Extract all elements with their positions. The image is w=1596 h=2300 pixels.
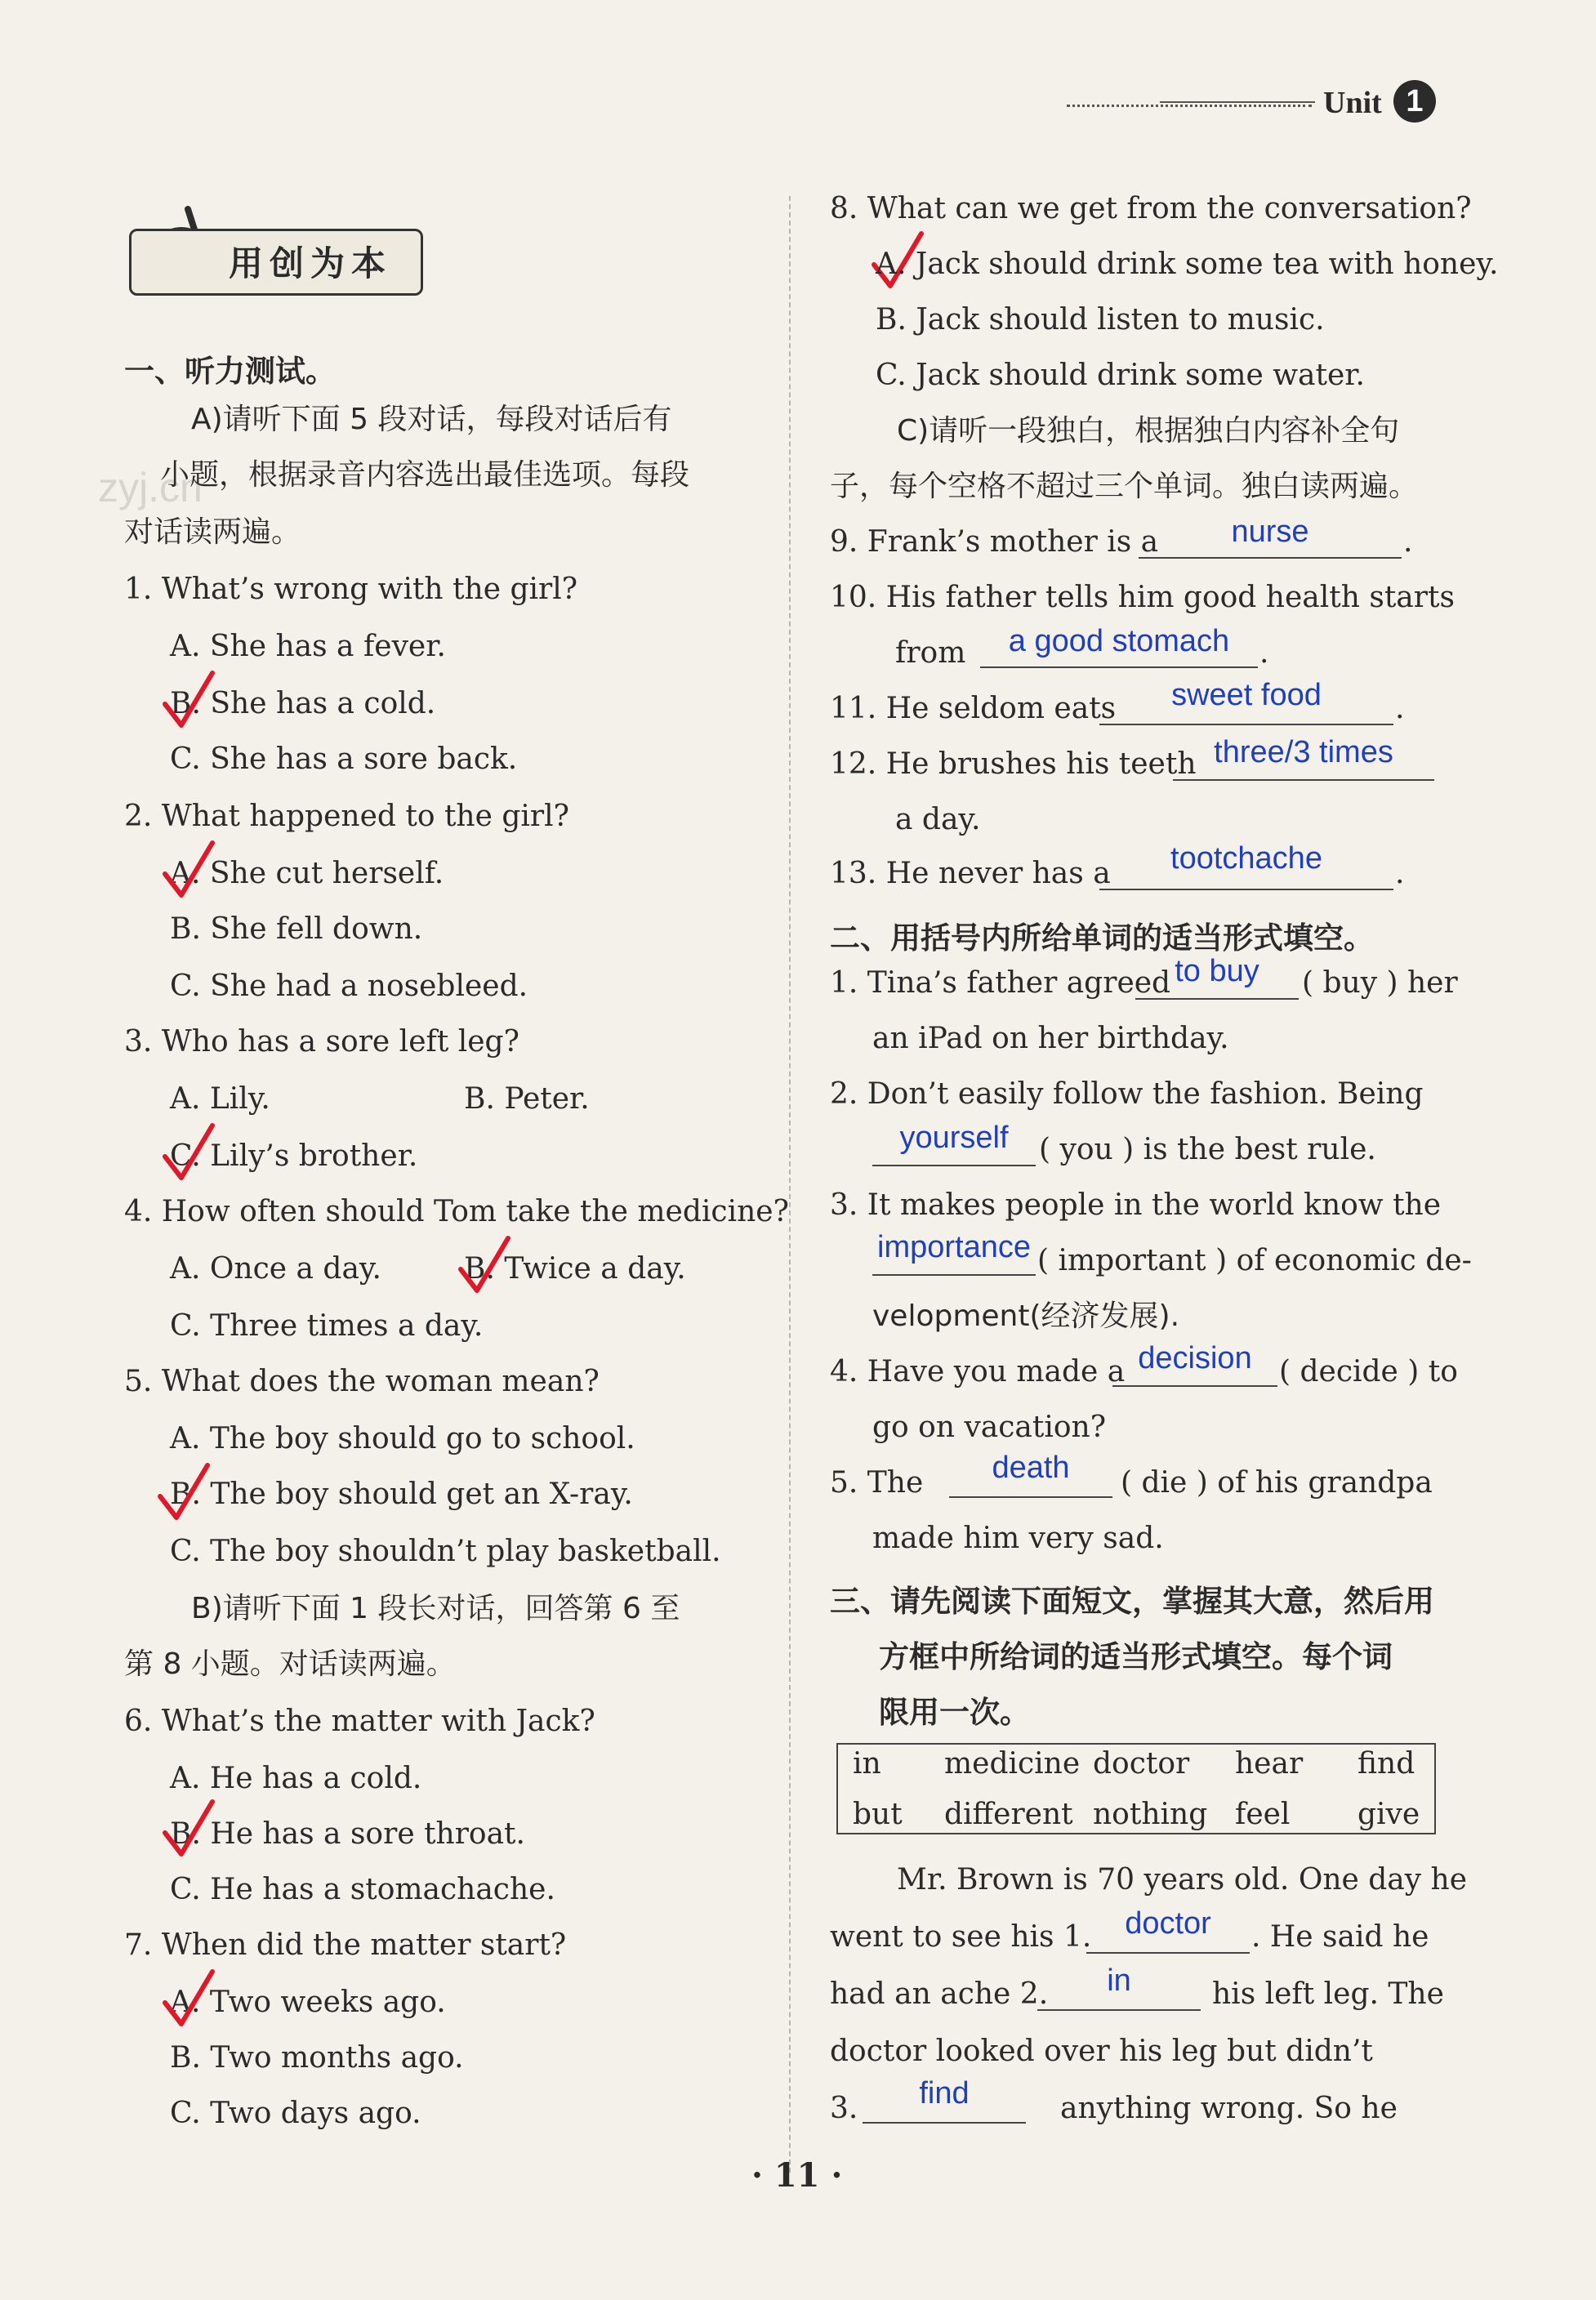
option-7b: B. Two months ago. [170,2041,464,2075]
passage-line-3a: had an ache 2. [830,1977,1049,2011]
header-dotted-rule [1067,105,1312,107]
answer-blank [1139,557,1402,559]
option-2b: B. She fell down. [170,912,423,946]
answer-9: nurse [1231,515,1309,549]
s2-question-3-rest: ( important ) of economic de- [1037,1244,1472,1277]
s2-answer-5: death [992,1451,1070,1485]
option-5c: C. The boy shouldn’t play basketball. [170,1535,721,1568]
word-box-item: nothing [1093,1798,1208,1831]
option-3b: B. Peter. [464,1082,590,1116]
option-4b: B. Twice a day. [464,1252,686,1286]
s2-question-3-line3: velopment(经济发展). [872,1299,1180,1333]
word-box-item: doctor [1093,1747,1190,1781]
answer-blank [949,1496,1112,1498]
s2-question-5-line2: made him very sad. [872,1522,1164,1555]
period: . [1259,636,1269,670]
word-box-item: find [1357,1747,1415,1781]
s2-question-1: 1. Tina’s father agreed [830,966,1171,1000]
check-mark-icon [160,1797,217,1862]
passage-answer-1: doctor [1125,1906,1211,1941]
watermark: zyj.cn [98,465,203,510]
question-12-line2: a day. [895,803,981,836]
s2-hint-1: ( buy ) her [1302,966,1458,1000]
option-1a: A. She has a fever. [170,630,446,663]
question-6: 6. What’s the matter with Jack? [124,1705,595,1738]
question-12: 12. He brushes his teeth [830,747,1197,781]
period: . [1395,692,1405,725]
passage-answer-2: in [1107,1963,1131,1998]
option-1b: B. She has a cold. [170,687,436,720]
check-mark-icon [456,1233,513,1299]
s2-question-4: 4. Have you made a [830,1355,1126,1388]
section3-title-2: 方框中所给词的适当形式填空。每个词 [879,1639,1393,1674]
page-number: · 11 · [751,2156,843,2195]
s2-question-4-line2: go on vacation? [872,1411,1107,1444]
answer-blank [872,1274,1036,1276]
question-8: 8. What can we get from the conversation? [830,192,1472,225]
s2-question-4-rest: ( decide ) to [1279,1355,1458,1388]
option-4c: C. Three times a day. [170,1309,484,1343]
partC-instruction-2: 子，每个空格不超过三个单词。独白读两遍。 [830,470,1419,503]
passage-line-1: Mr. Brown is 70 years old. One day he [897,1863,1468,1897]
passage-line-3b: his left leg. The [1212,1977,1444,2011]
option-5a: A. The boy should go to school. [170,1422,635,1455]
partA-instruction-2: 小题，根据录音内容选出最佳选项。每段 [160,458,690,492]
option-4a: A. Once a day. [170,1252,381,1286]
question-5: 5. What does the woman mean? [124,1365,600,1398]
check-mark-icon [160,838,217,903]
option-3a: A. Lily. [170,1082,270,1116]
s2-answer-4: decision [1138,1341,1252,1375]
question-2: 2. What happened to the girl? [124,800,569,833]
s2-answer-1: to buy [1175,954,1259,988]
check-mark-icon [160,668,217,733]
question-11: 11. He seldom eats [830,692,1117,725]
answer-blank [1099,724,1393,725]
option-6a: A. He has a cold. [170,1762,422,1795]
s2-question-2-rest: ( you ) is the best rule. [1039,1133,1376,1166]
unit-number-badge: 1 [1393,80,1436,123]
section3-title-1: 三、请先阅读下面短文，掌握其大意，然后用 [830,1584,1434,1619]
section3-title-3: 限用一次。 [879,1695,1030,1730]
s2-answer-2: yourself [899,1121,1009,1155]
answer-13: tootchache [1170,841,1322,876]
word-box-item: different [944,1798,1073,1831]
question-4: 4. How often should Tom take the medicine? [124,1195,789,1228]
option-5b: B. The boy should get an X-ray. [170,1478,633,1511]
check-mark-icon [160,1967,217,2032]
partC-instruction-1: C)请听一段独白，根据独白内容补全句 [897,414,1400,448]
option-7a: A. Two weeks ago. [170,1986,446,2019]
question-10-from: from [895,636,966,670]
answer-blank [872,1165,1036,1166]
banner-title: 用创为本 [229,243,393,283]
option-2a: A. She cut herself. [170,857,444,890]
passage-answer-3: find [919,2076,970,2111]
question-13: 13. He never has a [830,857,1111,890]
question-3: 3. Who has a sore left leg? [124,1025,519,1059]
answer-blank [980,666,1258,668]
passage-line-4: doctor looked over his leg but didn’t [830,2035,1373,2068]
word-box-item: in [853,1747,881,1781]
option-1c: C. She has a sore back. [170,742,518,776]
passage-line-5a: 3. [830,2092,858,2125]
answer-blank [1135,998,1299,1000]
section2-title: 二、用括号内所给单词的适当形式填空。 [830,920,1374,956]
word-box-item: medicine [944,1747,1081,1781]
passage-line-2b: . He said he [1251,1920,1429,1954]
s2-question-1-line2: an iPad on her birthday. [872,1022,1229,1055]
s2-question-5-rest: ( die ) of his grandpa [1121,1466,1433,1500]
header-solid-rule [1160,101,1315,103]
unit-label: Unit [1323,86,1382,120]
option-7c: C. Two days ago. [170,2097,421,2130]
s2-question-5: 5. The [830,1466,924,1500]
option-8a: A. Jack should drink some tea with honey. [876,247,1499,281]
s2-answer-3: importance [877,1230,1031,1264]
question-10-line1: 10. His father tells him good health starts [830,581,1455,614]
option-8c: C. Jack should drink some water. [876,359,1365,392]
question-1: 1. What’s wrong with the girl? [124,573,578,606]
section1-title: 一、听力测试。 [124,354,336,389]
partA-instruction-1: A)请听下面 5 段对话，每段对话后有 [191,403,672,436]
option-8b: B. Jack should listen to music. [876,303,1325,337]
check-mark-icon [160,1121,217,1186]
answer-blank [1086,1952,1250,1954]
s2-question-2-line1: 2. Don’t easily follow the fashion. Being [830,1077,1424,1111]
answer-blank [1099,889,1393,890]
question-9: 9. Frank’s mother is a [830,525,1159,559]
partB-instruction-2: 第 8 小题。对话读两遍。 [124,1647,456,1681]
word-box-item: hear [1235,1747,1304,1781]
column-divider [789,196,791,2173]
answer-10: a good stomach [1008,624,1230,658]
passage-line-2a: went to see his 1. [830,1920,1092,1954]
passage-line-5b: anything wrong. So he [1060,2092,1398,2125]
question-7: 7. When did the matter start? [124,1928,567,1962]
word-box-item: but [853,1798,903,1831]
answer-blank [863,2122,1026,2124]
option-6c: C. He has a stomachache. [170,1873,555,1906]
answer-12: three/3 times [1214,735,1393,769]
check-mark-icon [155,1460,212,1526]
word-box-item: feel [1235,1798,1291,1831]
answer-11: sweet food [1171,678,1322,712]
answer-blank [1173,779,1434,781]
word-box-item: give [1357,1798,1420,1831]
partA-instruction-3: 对话读两遍。 [124,515,301,549]
option-2c: C. She had a nosebleed. [170,969,528,1003]
s2-question-3-line1: 3. It makes people in the world know the [830,1188,1442,1222]
option-6b: B. He has a sore throat. [170,1817,525,1851]
partB-instruction-1: B)请听下面 1 段长对话，回答第 6 至 [191,1592,680,1625]
option-3c: C. Lily’s brother. [170,1139,418,1173]
period: . [1395,857,1405,890]
answer-blank [1112,1385,1277,1387]
answer-blank [1037,2009,1201,2011]
period: . [1403,525,1413,559]
